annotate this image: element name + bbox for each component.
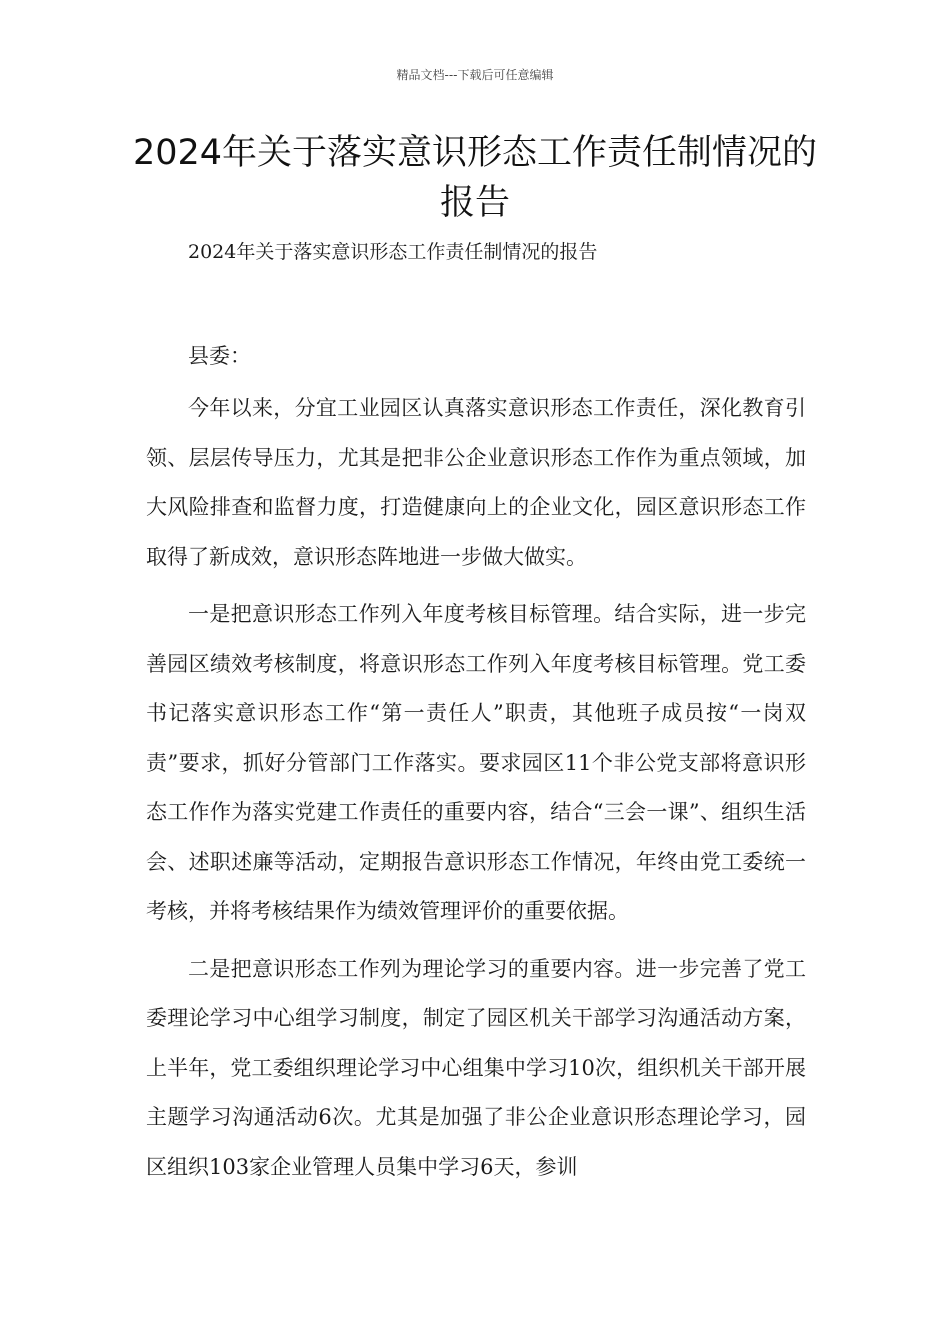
salutation: 县委： [188,344,251,368]
paragraph-point-two: 二是把意识形态工作列为理论学习的重要内容。进一步完善了党工委理论学习中心组学习制度，制定了园区机关干部学习沟通活动方案，上半年，党工委组织理论学习中心组集中学习10次，组织机关干部开展主题学习沟通活动6次。尤其是加强了非公企业意识形态理论学习，园区组织103家企业管理人员集中学习6天，参训 [146,956,806,1179]
document-body [146,232,806,1192]
paragraph-point-one: 一是把意识形态工作列入年度考核目标管理。结合实际，进一步完善园区绩效考核制度，将意识形态工作列入年度考核目标管理。党工委书记落实意识形态工作“第一责任人”职责，其他班子成员按“一岗双责”要求，抓好分管部门工作落实。要求园区11个非公党支部将意识形态工作作为落实党建工作责任的重要内容，结合“三会一课”、组织生活会、述职述廉等活动，定期报告意识形态工作情况，年终由党工委统一考核，并将考核结果作为绩效管理评价的重要依据。 [146,602,806,923]
header-note: 精品文档---下载后可任意编辑 [396,68,554,82]
paragraph-intro: 今年以来，分宜工业园区认真落实意识形态工作责任，深化教育引领、层层传导压力，尤其是把非公企业意识形态工作作为重点领域，加大风险排查和监督力度，打造健康向上的企业文化，园区意识形态工作取得了新成效，意识形态阵地进一步做大做实。 [146,396,806,569]
document-subtitle: 2024年关于落实意识形态工作责任制情况的报告 [188,241,598,263]
document-title: 2024年关于落实意识形态工作责任制情况的报告 [132,133,818,223]
